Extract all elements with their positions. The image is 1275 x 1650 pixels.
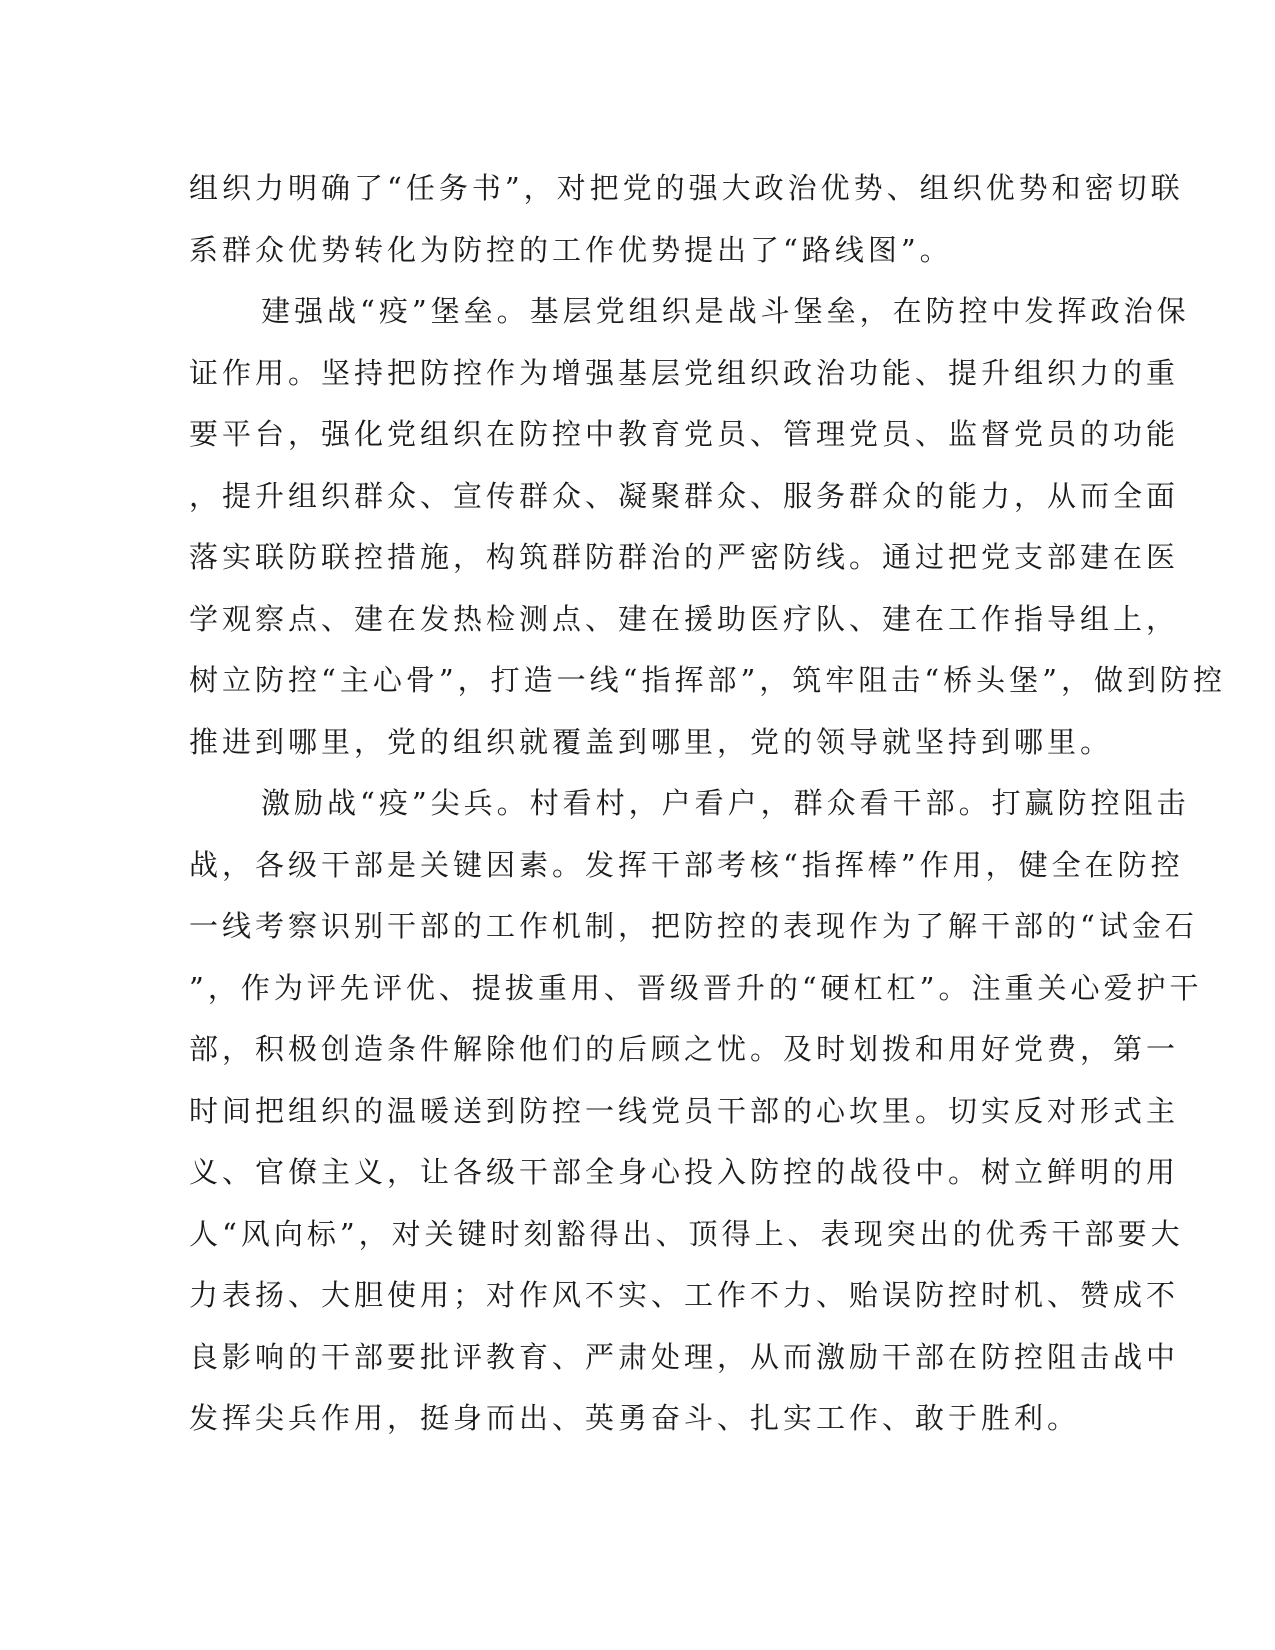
text-line: 义、官僚主义，让各级干部全身心投入防控的战役中。树立鲜明的用 xyxy=(189,1155,1180,1189)
paragraph-heading-line: 建强战“疫”堡垒。基层党组织是战斗堡垒，在防控中发挥政治保 xyxy=(261,294,1190,328)
text-line: 部，积极创造条件解除他们的后顾之忧。及时划拨和用好党费，第一 xyxy=(189,1032,1180,1066)
text-line: 一线考察识别干部的工作机制，把防控的表现作为了解干部的“试金石 xyxy=(189,909,1198,943)
text-line: ，提升组织群众、宣传群众、凝聚群众、服务群众的能力，从而全面 xyxy=(189,478,1180,513)
text-line: 良影响的干部要批评教育、严肃处理，从而激励干部在防控阻击战中 xyxy=(189,1339,1180,1374)
text-line: 人“风向标”，对关键时刻豁得出、顶得上、表现突出的优秀干部要大 xyxy=(189,1216,1184,1251)
text-line: ”，作为评先评优、提拔重用、晋级晋升的“硬杠杠”。注重关心爱护干 xyxy=(189,970,1203,1005)
text-line: 树立防控“主心骨”，打造一线“指挥部”，筑牢阻击“桥头堡”，做到防控 xyxy=(189,663,1226,697)
text-line: 要平台，强化党组织在防控中教育党员、管理党员、监督党员的功能 xyxy=(189,417,1180,451)
text-line: 战，各级干部是关键因素。发挥干部考核“指挥棒”作用，健全在防控 xyxy=(189,847,1184,882)
text-line: 发挥尖兵作用，挺身而出、英勇奋斗、扎实工作、敢于胜利。 xyxy=(189,1401,1081,1435)
text-line: 力表扬、大胆使用；对作风不实、工作不力、贻误防控时机、赞成不 xyxy=(189,1278,1180,1312)
text-line: 落实联防联控措施，构筑群防群治的严密防线。通过把党支部建在医 xyxy=(189,540,1180,574)
text-line: 系群众优势转化为防控的工作优势提出了“路线图”。 xyxy=(189,232,953,267)
body-text xyxy=(189,158,1226,1450)
text-line: 推进到哪里，党的组织就覆盖到哪里，党的领导就坚持到哪里。 xyxy=(189,724,1114,759)
text-line: 组织力明确了“任务书”，对把党的强大政治优势、组织优势和密切联 xyxy=(189,171,1184,205)
text-line: 学观察点、建在发热检测点、建在援助医疗队、建在工作指导组上， xyxy=(189,601,1180,636)
text-line: 证作用。坚持把防控作为增强基层党组织政治功能、提升组织力的重 xyxy=(189,355,1180,390)
paragraph-heading-line: 激励战“疫”尖兵。村看村，户看户，群众看干部。打赢防控阻击 xyxy=(261,786,1190,820)
text-line: 时间把组织的温暖送到防控一线党员干部的心坎里。切实反对形式主 xyxy=(189,1093,1180,1128)
